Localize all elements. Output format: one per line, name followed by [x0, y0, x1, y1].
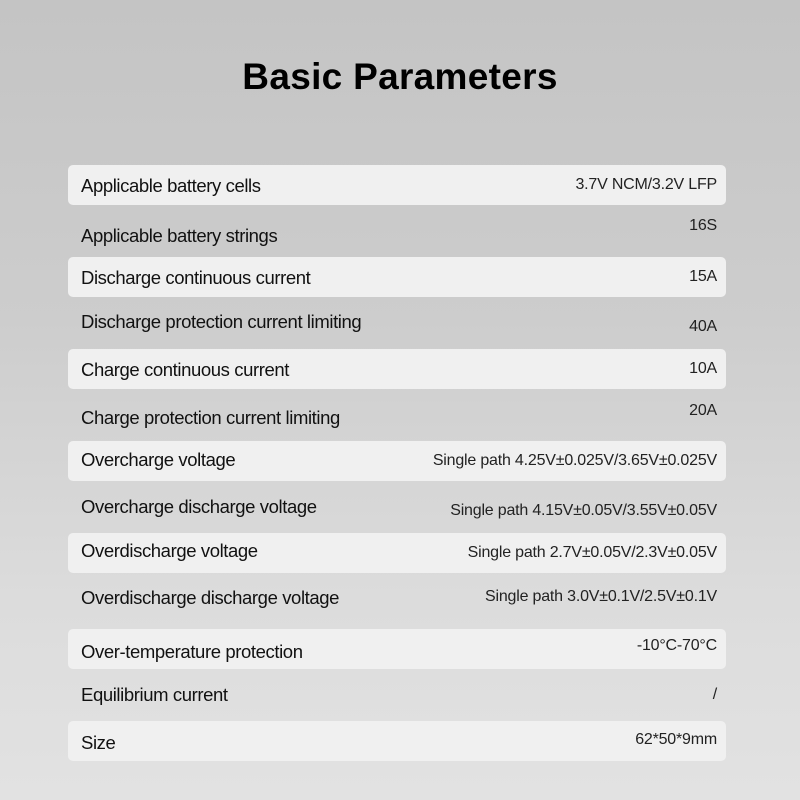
param-row-equilibrium-current [68, 675, 726, 715]
parameters-table [68, 165, 726, 767]
param-label: Over-temperature protection [81, 641, 303, 662]
param-value: / [712, 686, 717, 703]
param-value: 10A [689, 360, 717, 377]
param-label: Size [81, 732, 116, 753]
param-row-battery-cells [68, 165, 726, 205]
param-value: 62*50*9mm [635, 731, 717, 748]
param-row-overdischarge-discharge-voltage [68, 579, 726, 619]
param-label: Overdischarge voltage [81, 540, 258, 561]
param-value: 3.7V NCM/3.2V LFP [575, 176, 717, 193]
param-value: 20A [689, 402, 717, 419]
param-label: Overdischarge discharge voltage [81, 587, 340, 608]
param-row-battery-strings [68, 211, 726, 251]
param-label: Overcharge voltage [81, 449, 236, 470]
param-label: Charge protection current limiting [81, 407, 340, 428]
param-value: 15A [689, 268, 717, 285]
param-value: Single path 3.0V±0.1V/2.5V±0.1V [485, 588, 717, 605]
param-label: Applicable battery strings [81, 225, 278, 246]
param-label: Charge continuous current [81, 359, 290, 380]
param-row-size [68, 721, 726, 761]
param-row-overcharge-discharge-voltage [68, 487, 726, 527]
page-title: Basic Parameters [242, 56, 558, 97]
param-label: Applicable battery cells [81, 175, 261, 196]
param-row-discharge-continuous-current [68, 257, 726, 297]
param-value: 40A [689, 318, 717, 335]
param-row-overdischarge-voltage [68, 533, 726, 573]
param-label: Discharge protection current limiting [81, 311, 362, 332]
param-row-overcharge-voltage [68, 441, 726, 481]
param-row-charge-continuous-current [68, 349, 726, 389]
param-value: Single path 4.25V±0.025V/3.65V±0.025V [432, 452, 717, 469]
param-row-charge-protection-current [68, 395, 726, 435]
param-label: Discharge continuous current [81, 267, 311, 288]
param-row-over-temperature-protection [68, 629, 726, 669]
param-label: Overcharge discharge voltage [81, 496, 317, 517]
param-label: Equilibrium current [81, 684, 228, 705]
param-value: 16S [689, 217, 717, 234]
param-value: -10°C-70°C [636, 637, 717, 654]
param-row-discharge-protection-current [68, 303, 726, 343]
param-value: Single path 4.15V±0.05V/3.55V±0.05V [450, 502, 717, 519]
param-value: Single path 2.7V±0.05V/2.3V±0.05V [467, 544, 717, 561]
